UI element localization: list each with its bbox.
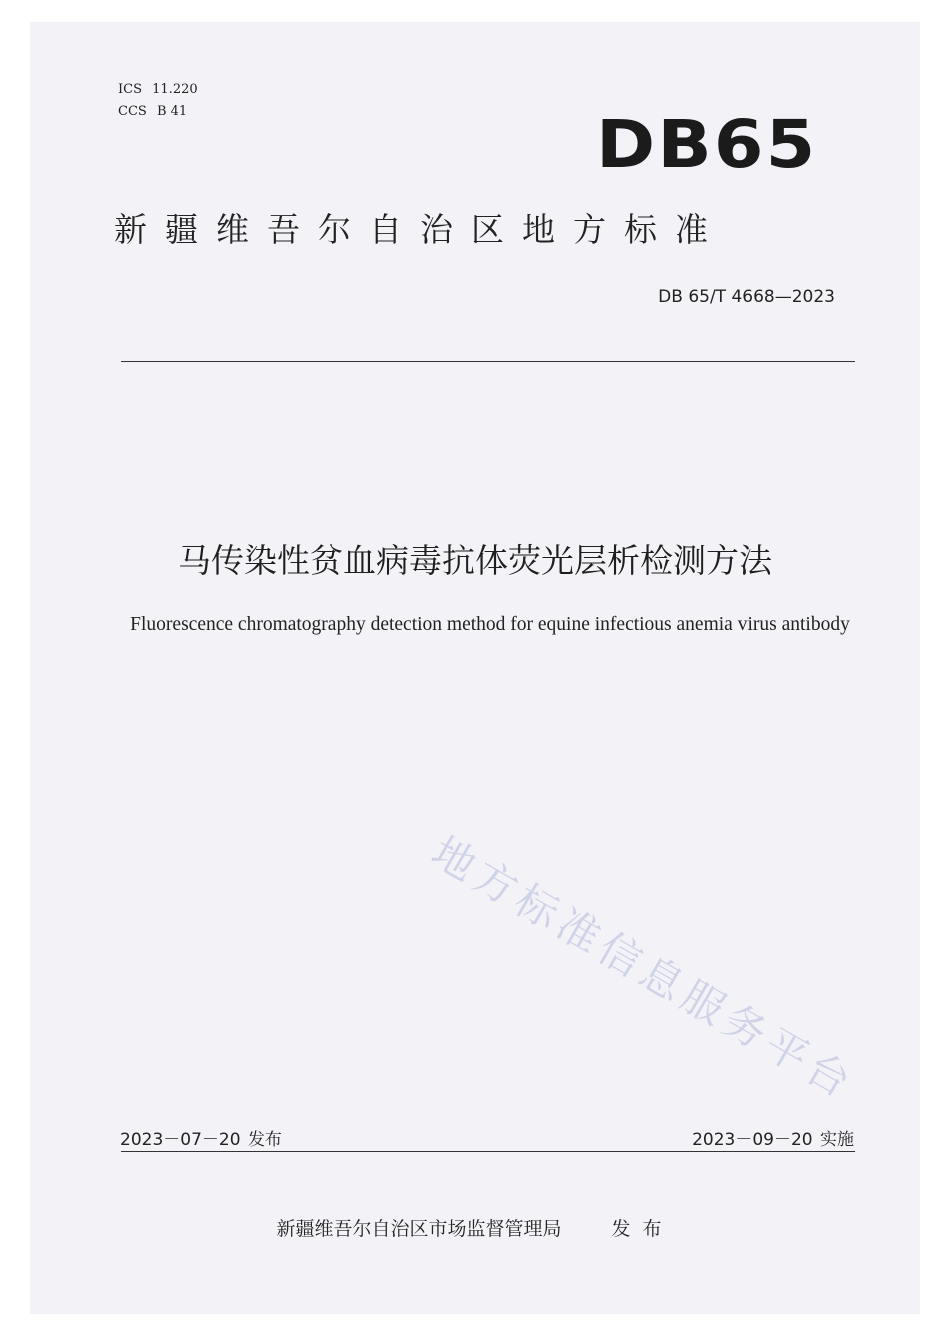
- bottom-divider: [121, 1151, 855, 1152]
- ics-value: 11.220: [152, 82, 198, 97]
- classification-codes: [118, 79, 198, 123]
- implementation-date-value: 2023－09－20: [692, 1130, 813, 1150]
- top-divider: [121, 361, 855, 362]
- publisher-tag: 发布: [611, 1218, 674, 1240]
- ics-label: ICS: [118, 82, 142, 97]
- standard-authority-heading: 新疆维吾尔自治区地方标准: [114, 210, 726, 249]
- document-title-chinese: 马传染性贫血病毒抗体荧光层析检测方法: [178, 541, 772, 580]
- ccs-value: B 41: [156, 104, 188, 119]
- implementation-date-label: 实施: [820, 1130, 854, 1150]
- document-title-english: Fluorescence chromatography detection method for equine infectious anemia virus antibody: [130, 614, 850, 635]
- ccs-label: CCS: [118, 104, 147, 119]
- release-date: [120, 1125, 282, 1150]
- ccs-code: [118, 101, 198, 123]
- publisher: [0, 1214, 950, 1241]
- publisher-name: 新疆维吾尔自治区市场监督管理局: [276, 1218, 562, 1240]
- document-number: DB 65/T 4668—2023: [658, 287, 835, 307]
- implementation-date: [692, 1125, 854, 1150]
- ics-code: [118, 79, 198, 101]
- db-logo: DB65: [596, 106, 818, 183]
- watermark: 地方标准信息服务平台: [423, 826, 864, 1110]
- release-date-label: 发布: [247, 1130, 282, 1150]
- release-date-value: 2023－07－20: [120, 1130, 241, 1150]
